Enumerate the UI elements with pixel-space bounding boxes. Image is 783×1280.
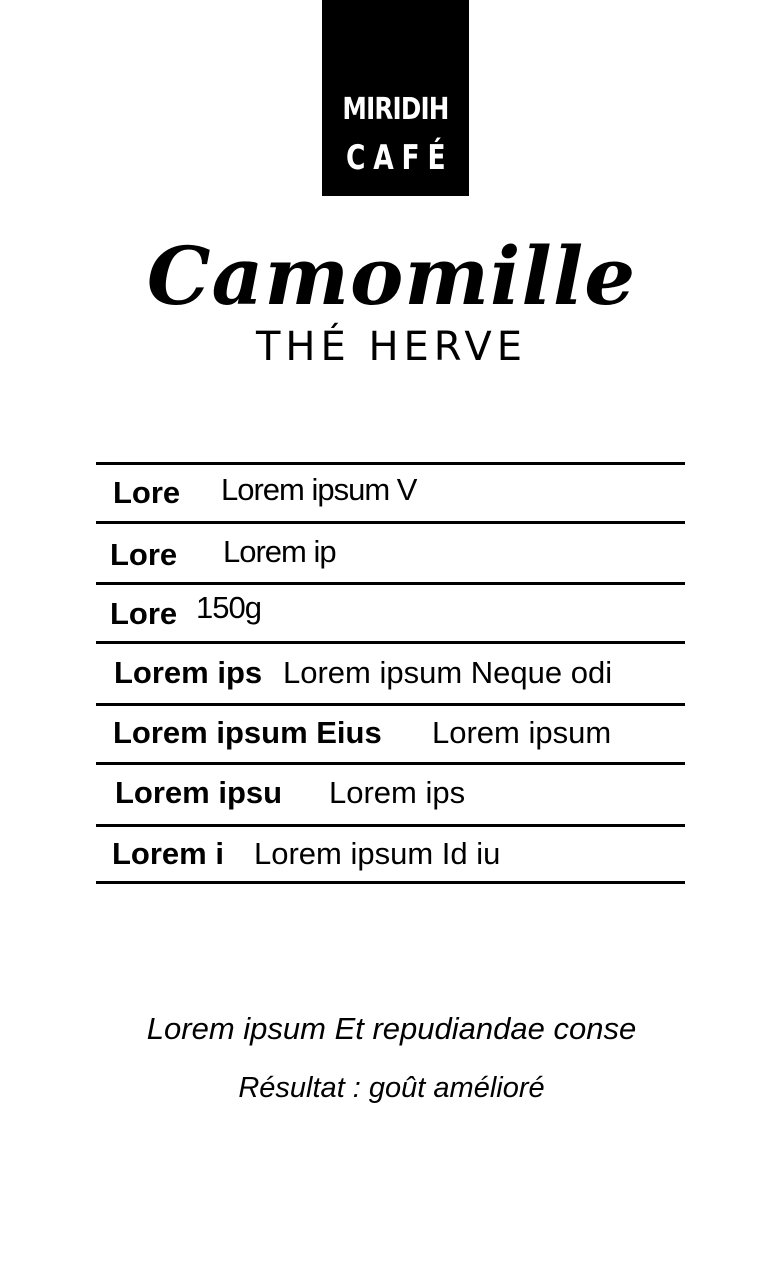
brand-subname: CAFÉ bbox=[345, 138, 454, 178]
brand-logo bbox=[322, 0, 469, 196]
spec-value: Lorem ip bbox=[223, 534, 336, 569]
spec-label: Lore bbox=[110, 596, 178, 631]
spec-label: Lore bbox=[113, 475, 181, 510]
spec-row bbox=[96, 585, 685, 641]
spec-row bbox=[96, 765, 685, 821]
product-title: Camomille bbox=[146, 229, 637, 323]
product-type: THÉ HERVE bbox=[255, 324, 528, 370]
spec-value: Lorem ipsum Id iu bbox=[254, 836, 501, 871]
footer-tagline: Lorem ipsum Et repudiandae conse bbox=[146, 1011, 637, 1046]
spec-row bbox=[96, 644, 685, 700]
spec-label: Lorem ipsu bbox=[115, 775, 283, 810]
spec-value: 150g bbox=[196, 590, 261, 625]
spec-row bbox=[96, 827, 685, 883]
spec-value: Lorem ipsum bbox=[432, 715, 612, 750]
brand-name: MIRIDIH bbox=[342, 92, 449, 127]
spec-value: Lorem ipsum Neque odi bbox=[283, 655, 613, 690]
spec-row bbox=[96, 706, 685, 762]
table-divider bbox=[96, 881, 685, 884]
spec-label: Lore bbox=[110, 537, 178, 572]
spec-label: Lorem i bbox=[112, 836, 224, 871]
spec-value: Lorem ips bbox=[329, 775, 466, 810]
footer-result: Résultat : goût amélioré bbox=[238, 1072, 545, 1104]
spec-label: Lorem ips bbox=[114, 655, 263, 690]
spec-label: Lorem ipsum Eius bbox=[113, 715, 382, 750]
spec-value: Lorem ipsum V bbox=[221, 472, 417, 507]
spec-row bbox=[96, 524, 685, 580]
spec-row bbox=[96, 465, 685, 521]
